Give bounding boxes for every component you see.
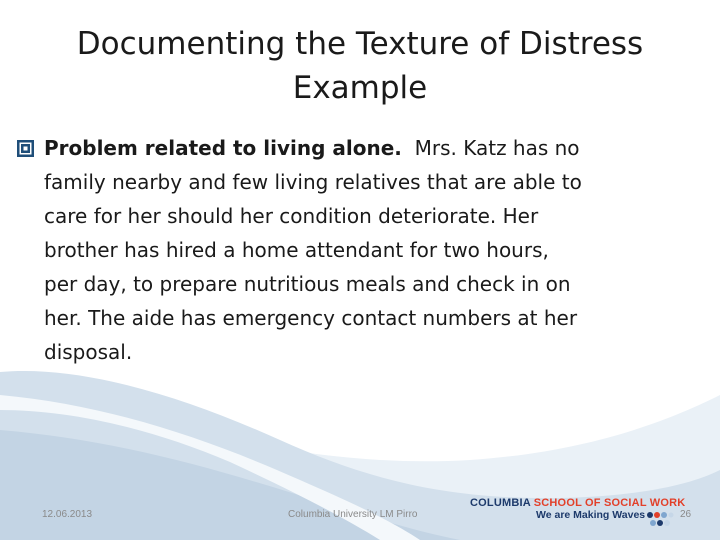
title-line-2: Example — [292, 70, 428, 106]
bullet-text-0: Mrs. Katz has no — [401, 136, 580, 160]
logo-tagline: We are Making Waves — [536, 509, 646, 521]
bullet-lines — [44, 131, 684, 369]
title-line-1: Documenting the Texture of Distress — [76, 26, 644, 62]
bullet-line-5: per day, to prepare nutritious meals and check in on — [44, 272, 571, 296]
logo-school: SCHOOL OF SOCIAL WORK — [533, 497, 686, 509]
footer-credit: Columbia University LM Pirro — [288, 509, 418, 520]
logo-org: COLUMBIA — [470, 497, 531, 509]
bullet-line-3: care for her should her condition deteriorate. Her — [44, 204, 539, 228]
bullet-line-1 — [44, 131, 684, 165]
school-logo — [470, 497, 715, 537]
checkbox-square-icon — [16, 139, 35, 158]
bullet-line-2: family nearby and few living relatives that are able to — [44, 170, 582, 194]
bullet-item — [44, 131, 684, 369]
slide-title — [20, 22, 700, 110]
bullet-lead: Problem related to living alone. — [44, 136, 402, 160]
footer-date: 12.06.2013 — [42, 509, 93, 520]
page-number: 26 — [680, 509, 692, 520]
bullet-line-6: her. The aide has emergency contact numbers at her — [44, 306, 578, 330]
bullet-line-7: disposal. — [44, 340, 133, 364]
bullet-line-4: brother has hired a home attendant for two hours, — [44, 238, 549, 262]
logo-dots-icon — [646, 503, 712, 533]
